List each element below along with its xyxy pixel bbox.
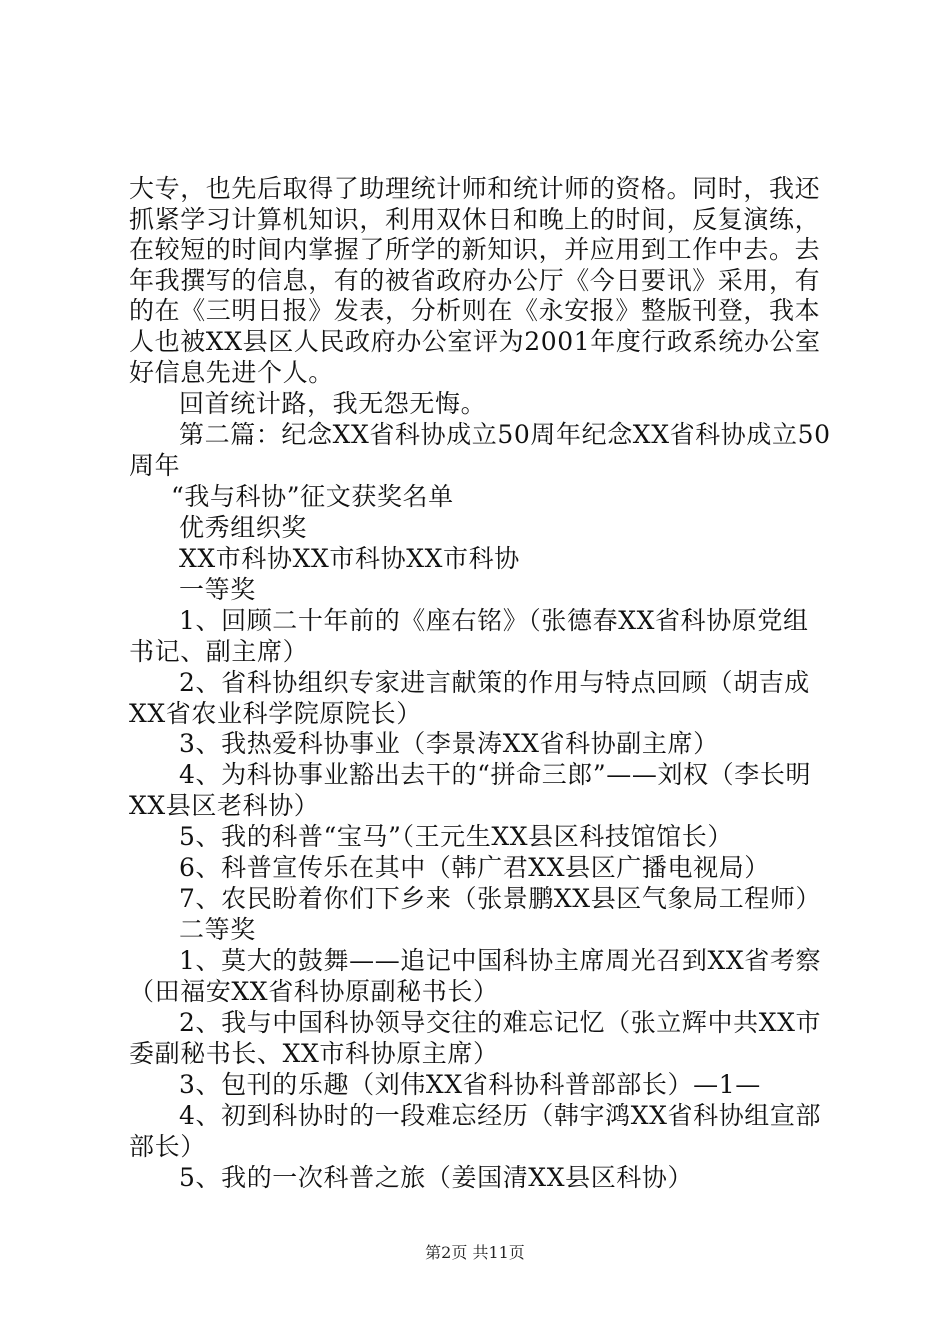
text-line: 的在《三明日报》发表，分析则在《永安报》整版刊登，我本 bbox=[129, 296, 821, 325]
text-line: 抓紧学习计算机知识，利用双休日和晚上的时间，反复演练， bbox=[129, 205, 821, 234]
list-item: 委副秘书长、XX市科协原主席） bbox=[129, 1039, 499, 1068]
list-item: 5、我的一次科普之旅（姜国清XX县区科协） bbox=[179, 1163, 694, 1192]
list-title: “我与科协”征文获奖名单 bbox=[171, 482, 454, 511]
text-line: XX市科协XX市科协XX市科协 bbox=[179, 544, 520, 573]
section-heading: 第二篇：纪念XX省科协成立50周年纪念XX省科协成立50 bbox=[179, 420, 831, 449]
list-item: 6、科普宣传乐在其中（韩广君XX县区广播电视局） bbox=[179, 853, 770, 882]
text-line: 好信息先进个人。 bbox=[129, 358, 334, 387]
award-category: 二等奖 bbox=[179, 915, 256, 944]
list-item: （田福安XX省科协原副秘书长） bbox=[129, 977, 499, 1006]
list-item: 2、省科协组织专家进言献策的作用与特点回顾（胡吉成 bbox=[179, 668, 810, 697]
list-item: 1、回顾二十年前的《座右铭》（张德春XX省科协原党组 bbox=[179, 606, 809, 635]
text-line: 在较短的时间内掌握了所学的新知识，并应用到工作中去。去 bbox=[129, 235, 821, 264]
text-line: 大专，也先后取得了助理统计师和统计师的资格。同时，我还 bbox=[129, 174, 821, 203]
list-item: 5、我的科普“宝马”（王元生XX县区科技馆馆长） bbox=[179, 822, 733, 851]
list-item: 3、包刊的乐趣（刘伟XX省科协科普部部长）—1— bbox=[179, 1070, 761, 1099]
list-item: 4、为科协事业豁出去干的“拼命三郎”——刘权（李长明 bbox=[179, 760, 812, 789]
text-line: 年我撰写的信息，有的被省政府办公厅《今日要讯》采用，有 bbox=[129, 266, 821, 295]
list-item: 1、莫大的鼓舞——追记中国科协主席周光召到XX省考察 bbox=[179, 946, 822, 975]
list-item: XX省农业科学院原院长） bbox=[129, 699, 422, 728]
page-footer: 第2页 共11页 bbox=[425, 1243, 525, 1262]
award-category: 优秀组织奖 bbox=[179, 513, 308, 542]
list-item: 7、农民盼着你们下乡来（张景鹏XX县区气象局工程师） bbox=[179, 884, 822, 913]
list-item: 部长） bbox=[129, 1132, 206, 1161]
award-category: 一等奖 bbox=[179, 575, 256, 604]
list-item: 2、我与中国科协领导交往的难忘记忆（张立辉中共XX市 bbox=[179, 1008, 822, 1037]
list-item: 书记、副主席） bbox=[129, 637, 309, 666]
list-item: 4、初到科协时的一段难忘经历（韩宇鸿XX省科协组宣部 bbox=[179, 1101, 822, 1130]
list-item: 3、我热爱科协事业（李景涛XX省科协副主席） bbox=[179, 729, 719, 758]
text-line: 回首统计路，我无怨无悔。 bbox=[179, 389, 487, 418]
list-item: XX县区老科协） bbox=[129, 791, 320, 820]
section-heading: 周年 bbox=[129, 451, 181, 480]
text-line: 人也被XX县区人民政府办公室评为2001年度行政系统办公室 bbox=[129, 327, 821, 356]
